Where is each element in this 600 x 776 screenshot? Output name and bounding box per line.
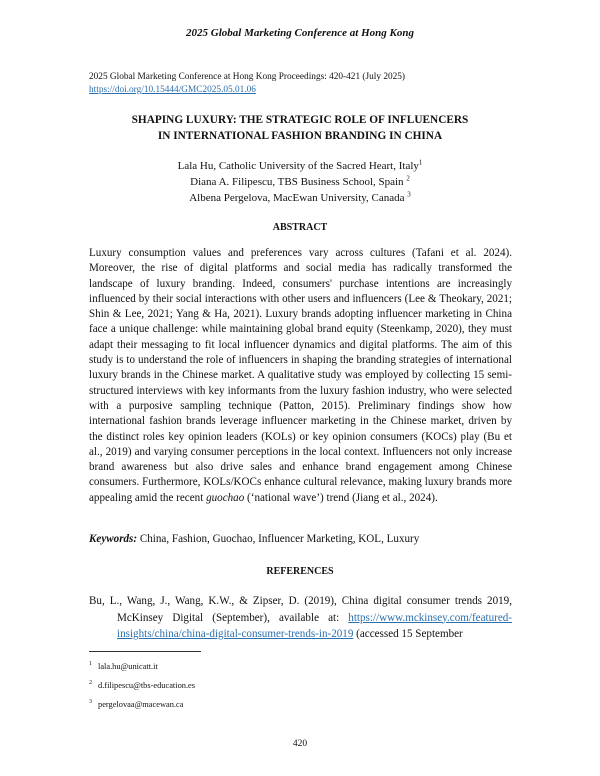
page-number: 420 [292,739,308,749]
author-name: Diana A. Filipescu, TBS Business School, Spain [190,176,407,188]
author-name: Lala Hu, Catholic University of the Sacred Heart, Italy [177,160,419,172]
doi-link[interactable]: https://doi.org/10.15444/GMC2025.05.01.06 [89,85,256,95]
abstract-text-part: (‘national wave’) trend (Jiang et al., 2024). [244,491,438,504]
title-line-1: SHAPING LUXURY: THE STRATEGIC ROLE OF INFLUENCERS [131,114,469,126]
footnote-1 [89,657,195,676]
footnote-mark: 2 [406,174,410,183]
abstract-body [89,246,512,506]
abstract-text-part: Luxury consumption values and preferences vary across cultures (Tafani et al. 2024). Moreover, the rise of digital platforms and social media has radically transformed the landscape of luxury branding. Indeed, consumers' purchase intentions are increasingly influenced by their social interactions with other users and influencers (Lee & Theokary, 2021; Shin & Lee, 2021; Yang & Ha, 2021). Luxury brands adopting influencer marketing in China face a unique challenge: while maintaining global brand equity (Steenkamp, 2020), they must adapt their messaging to fit local influencer dynamics and digital platforms. The aim of this study is to understand the role of influencers in shaping the branding strategies of international luxury brands in the Chinese market. A qualitative study was employed by collecting 15 semi-structured interviews with key informants from the luxury fashion industry, who were selected with a purposive sampling technique (Patton, 2015). Preliminary findings show how international fashion brands leverage influencer marketing in the Chinese market, driven by the distinct roles key opinion leaders (KOLs) or key opinion consumers (KOCs) play (Bu et al., 2019) and varying consumer perceptions in the local context. Influencers not only increase brand awareness but also drive sales and enhance brand engagement among Chinese consumers. Furthermore, KOLs/KOCs enhance cultural relevance, making luxury brands more appealing amid the recent [89,247,512,504]
footnote-number: 3 [89,699,92,706]
title-line-2: IN INTERNATIONAL FASHION BRANDING IN CHINA [157,130,443,142]
footnote-mark: 3 [407,190,411,199]
reference-link[interactable]: https://www.mckinsey.com/featured-insights/china/china-digital-consumer-trends-in-2019 [117,611,512,640]
footnote-divider [89,651,201,652]
proceedings-info [89,71,405,97]
author-list [60,158,540,206]
footnote-number: 2 [89,680,92,687]
author-2 [60,174,540,190]
keywords-label: Keywords: [89,533,138,545]
keywords-list: China, Fashion, Guochao, Influencer Marketing, KOL, Luxury [137,533,420,545]
footnote-email: d.filipescu@tbs-education.es [98,681,196,690]
author-name: Albena Pergelova, MacEwan University, Canada [189,192,408,204]
reference-text: Bu, L., Wang, J., Wang, K.W., & Zipser, D. (2019), China digital consumer trends 2019, McKinsey Digital (September), available at: [89,595,512,624]
author-1 [60,158,540,174]
footnotes [89,657,195,714]
reference-suffix: (accessed 15 September [353,628,463,640]
footnote-email: pergelovaa@macewan.ca [98,700,184,709]
abstract-heading: ABSTRACT [272,222,328,233]
footnote-email: lala.hu@unicatt.it [98,662,158,671]
footnote-2 [89,676,195,695]
footnote-number: 1 [89,661,92,668]
footnote-3 [89,695,195,714]
keywords [89,533,512,545]
references-heading: REFERENCES [266,566,334,577]
running-header: 2025 Global Marketing Conference at Hong Kong [186,27,414,39]
author-3 [60,190,540,206]
abstract-italic-term: guochao [206,491,245,504]
paper-title [60,112,540,144]
proceedings-citation: 2025 Global Marketing Conference at Hong Kong Proceedings: 420-421 (July 2025) [89,72,406,82]
reference-item [89,593,512,643]
footnote-mark: 1 [418,158,423,167]
